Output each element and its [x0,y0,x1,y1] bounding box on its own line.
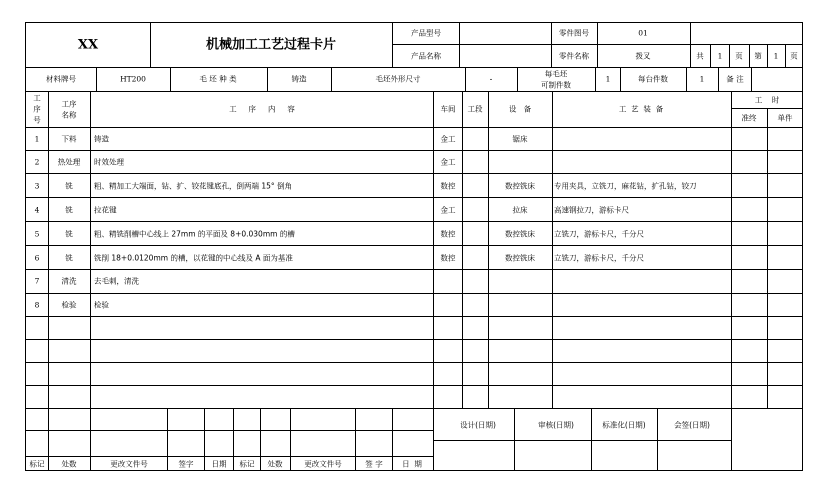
total-pages-value: 1 [717,51,723,61]
tooling-header: 工 艺 装 备 [618,104,664,114]
op-content: 去毛刺，清洗 [94,276,139,286]
op-equipment: 数控铣床 [505,181,535,191]
revision-sign-label-2: 签 字 [365,459,383,469]
op-no: 4 [34,205,40,215]
op-no: 6 [34,253,40,263]
op-workshop: 数控 [440,253,456,263]
time-unit-header: 单件 [777,113,793,123]
op-content: 铣削 18+0.0120mm 的槽，以花键的中心线及 A 面为基准 [94,253,293,263]
section-header: 工段 [467,104,483,114]
op-equipment: 锯床 [512,134,528,144]
op-tooling: 立铣刀，游标卡尺，千分尺 [554,253,644,263]
op-name: 下料 [61,134,77,144]
op-content: 检验 [94,300,109,310]
op-name: 铣 [65,205,73,215]
op-workshop: 数控 [440,229,456,239]
page-number-value: 1 [773,51,779,61]
blank-type-label: 毛 坯 种 类 [199,74,237,84]
op-name: 检验 [61,300,77,310]
revision-mark-label: 标记 [29,459,45,469]
part-code-value: 01 [638,28,648,38]
total-pages-label: 共 [696,51,704,61]
op-workshop: 金工 [440,134,456,144]
revision-count-label-2: 处数 [267,459,283,469]
op-tooling: 立铣刀，游标卡尺，千分尺 [554,229,644,239]
revision-doc-label-2: 更改文件号 [304,459,342,469]
op-name: 铣 [65,229,73,239]
blank-type-value: 铸造 [291,74,307,84]
op-equipment: 拉床 [512,205,528,215]
countersign-date-label: 会签(日期) [674,420,710,430]
op-tooling: 高速钢拉刀，游标卡尺 [554,205,629,215]
op-workshop: 金工 [440,205,456,215]
op-name: 铣 [65,253,73,263]
time-prep-header: 准终 [741,113,757,123]
op-no: 2 [34,157,40,167]
material-grade-label: 材料牌号 [46,74,76,84]
op-name: 铣 [65,181,73,191]
op-name-header-2: 名称 [61,110,77,120]
op-no: 7 [34,276,40,286]
op-content: 粗、精加工大端面，钻、扩、铰花键底孔，倒两端 15° 倒角 [94,181,293,191]
op-workshop: 金工 [440,157,456,167]
op-no-header-3: 号 [33,115,41,125]
blank-size-label: 毛坯外形尺寸 [375,74,421,84]
company-name: XX [77,37,99,53]
op-no: 1 [34,134,40,144]
op-content: 铸造 [94,134,109,144]
page-unit-label: 页 [735,51,743,61]
op-no: 8 [34,300,40,310]
equipment-header: 设 备 [508,104,532,114]
op-content: 时效处理 [94,157,124,167]
op-tooling: 专用夹具，立铣刀，麻花钻，扩孔钻，铰刀 [554,181,697,191]
op-name: 清洗 [61,276,77,286]
blank-size-value: - [489,74,493,84]
page-number-label: 第 [754,51,762,61]
op-equipment: 数控铣床 [505,253,535,263]
op-equipment: 数控铣床 [505,229,535,239]
op-no: 5 [34,229,40,239]
op-workshop: 数控 [440,181,456,191]
standardization-date-label: 标准化(日期) [602,420,646,430]
op-no: 3 [34,181,40,191]
revision-count-label: 处数 [61,459,77,469]
part-name-label: 零件名称 [559,51,589,61]
revision-sign-label: 签字 [178,459,194,469]
per-blank-value: 1 [605,74,611,84]
page-unit-label-2: 页 [790,51,798,61]
workshop-header: 车间 [440,104,456,114]
part-code-label: 零件图号 [559,28,589,38]
part-name-value: 拨叉 [635,51,651,61]
review-date-label: 审核(日期) [538,420,574,430]
op-no-header-1: 工 [33,93,41,103]
time-header: 工 时 [754,95,780,105]
per-blank-label-line-1: 每毛坯 [544,69,568,79]
op-content: 拉花键 [94,205,117,215]
per-unit-label: 每台件数 [638,74,668,84]
op-name-header-1: 工序 [61,99,77,109]
design-date-label: 设计(日期) [460,420,496,430]
product-code-label: 产品型号 [411,28,441,38]
material-grade-value: HT200 [120,74,146,84]
revision-date-label-2: 日 期 [402,459,422,469]
per-blank-label-line-2: 可制件数 [541,80,571,90]
op-name: 热处理 [57,157,81,167]
op-no-header-2: 序 [33,104,41,114]
content-header: 工 序 内 容 [229,104,295,114]
revision-doc-label: 更改文件号 [110,459,148,469]
remark-label: 备 注 [726,74,744,84]
revision-date-label: 日期 [211,459,227,469]
op-content: 粗、精铣削槽中心线上 27mm 的平面及 8+0.030mm 的槽 [94,229,295,239]
card-title: 机械加工工艺过程卡片 [205,37,337,53]
product-name-label: 产品名称 [411,51,441,61]
per-unit-value: 1 [699,74,705,84]
revision-mark-label-2: 标记 [239,459,255,469]
